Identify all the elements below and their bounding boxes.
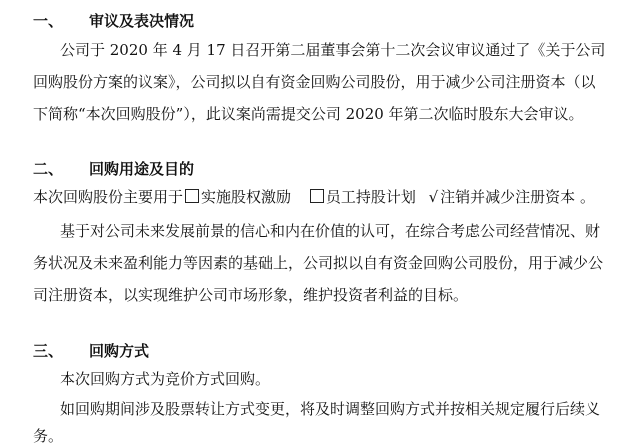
section-2-line-1: 基于对公司未来发展前景的信心和内在价值的认可，在综合考虑公司经营情况、财 — [60, 222, 601, 240]
section-1-line-2: 回购股份方案的议案》，公司拟以自有资金回购公司股份，用于减少公司注册资本（以 — [33, 73, 596, 91]
checkbox-employee-stock-plan — [310, 189, 324, 203]
section-3-title: 回购方式 — [89, 342, 150, 360]
checkbox-equity-incentive — [185, 189, 199, 203]
section-1-title: 审议及表决情况 — [89, 12, 195, 30]
section-2-heading — [33, 158, 194, 179]
check-mark-icon: √ — [428, 188, 439, 206]
section-1-number: 一、 — [33, 12, 64, 30]
section-1-heading — [33, 10, 194, 31]
purpose-prefix: 本次回购股份主要用于 — [33, 188, 184, 206]
section-2-line-3: 司注册资本，以实现维护公司市场形象，维护投资者利益的目标。 — [33, 286, 469, 304]
option-cancel-reduce-capital: 注销并减少注册资本 — [440, 188, 576, 206]
section-3-number: 三、 — [33, 342, 64, 360]
option-employee-stock-plan: 员工持股计划 — [325, 188, 416, 206]
section-3-line-2: 如回购期间涉及股票转让方式变更，将及时调整回购方式并按相关规定履行后续义 — [60, 400, 601, 418]
section-2-title: 回购用途及目的 — [89, 160, 195, 178]
section-3-line-1: 本次回购方式为竞价方式回购。 — [60, 370, 271, 388]
section-1-line-1: 公司于 2020 年 4 月 17 日召开第二届董事会第十二次会议审议通过了《关于公司 — [60, 41, 606, 59]
section-2-line-2: 务状况及未来盈利能力等因素的基础上，公司拟以自有资金回购公司股份，用于减少公 — [33, 254, 604, 272]
option-equity-incentive: 实施股权激励 — [201, 188, 292, 206]
section-1-line-3: 下简称“本次回购股份”），此议案尚需提交公司 2020 年第二次临时股东大会审议。 — [33, 105, 584, 123]
purpose-suffix: 。 — [579, 188, 595, 206]
section-2-number: 二、 — [33, 160, 64, 178]
purpose-line — [33, 186, 595, 207]
section-3-line-3: 务。 — [33, 427, 64, 445]
section-3-heading — [33, 340, 149, 361]
